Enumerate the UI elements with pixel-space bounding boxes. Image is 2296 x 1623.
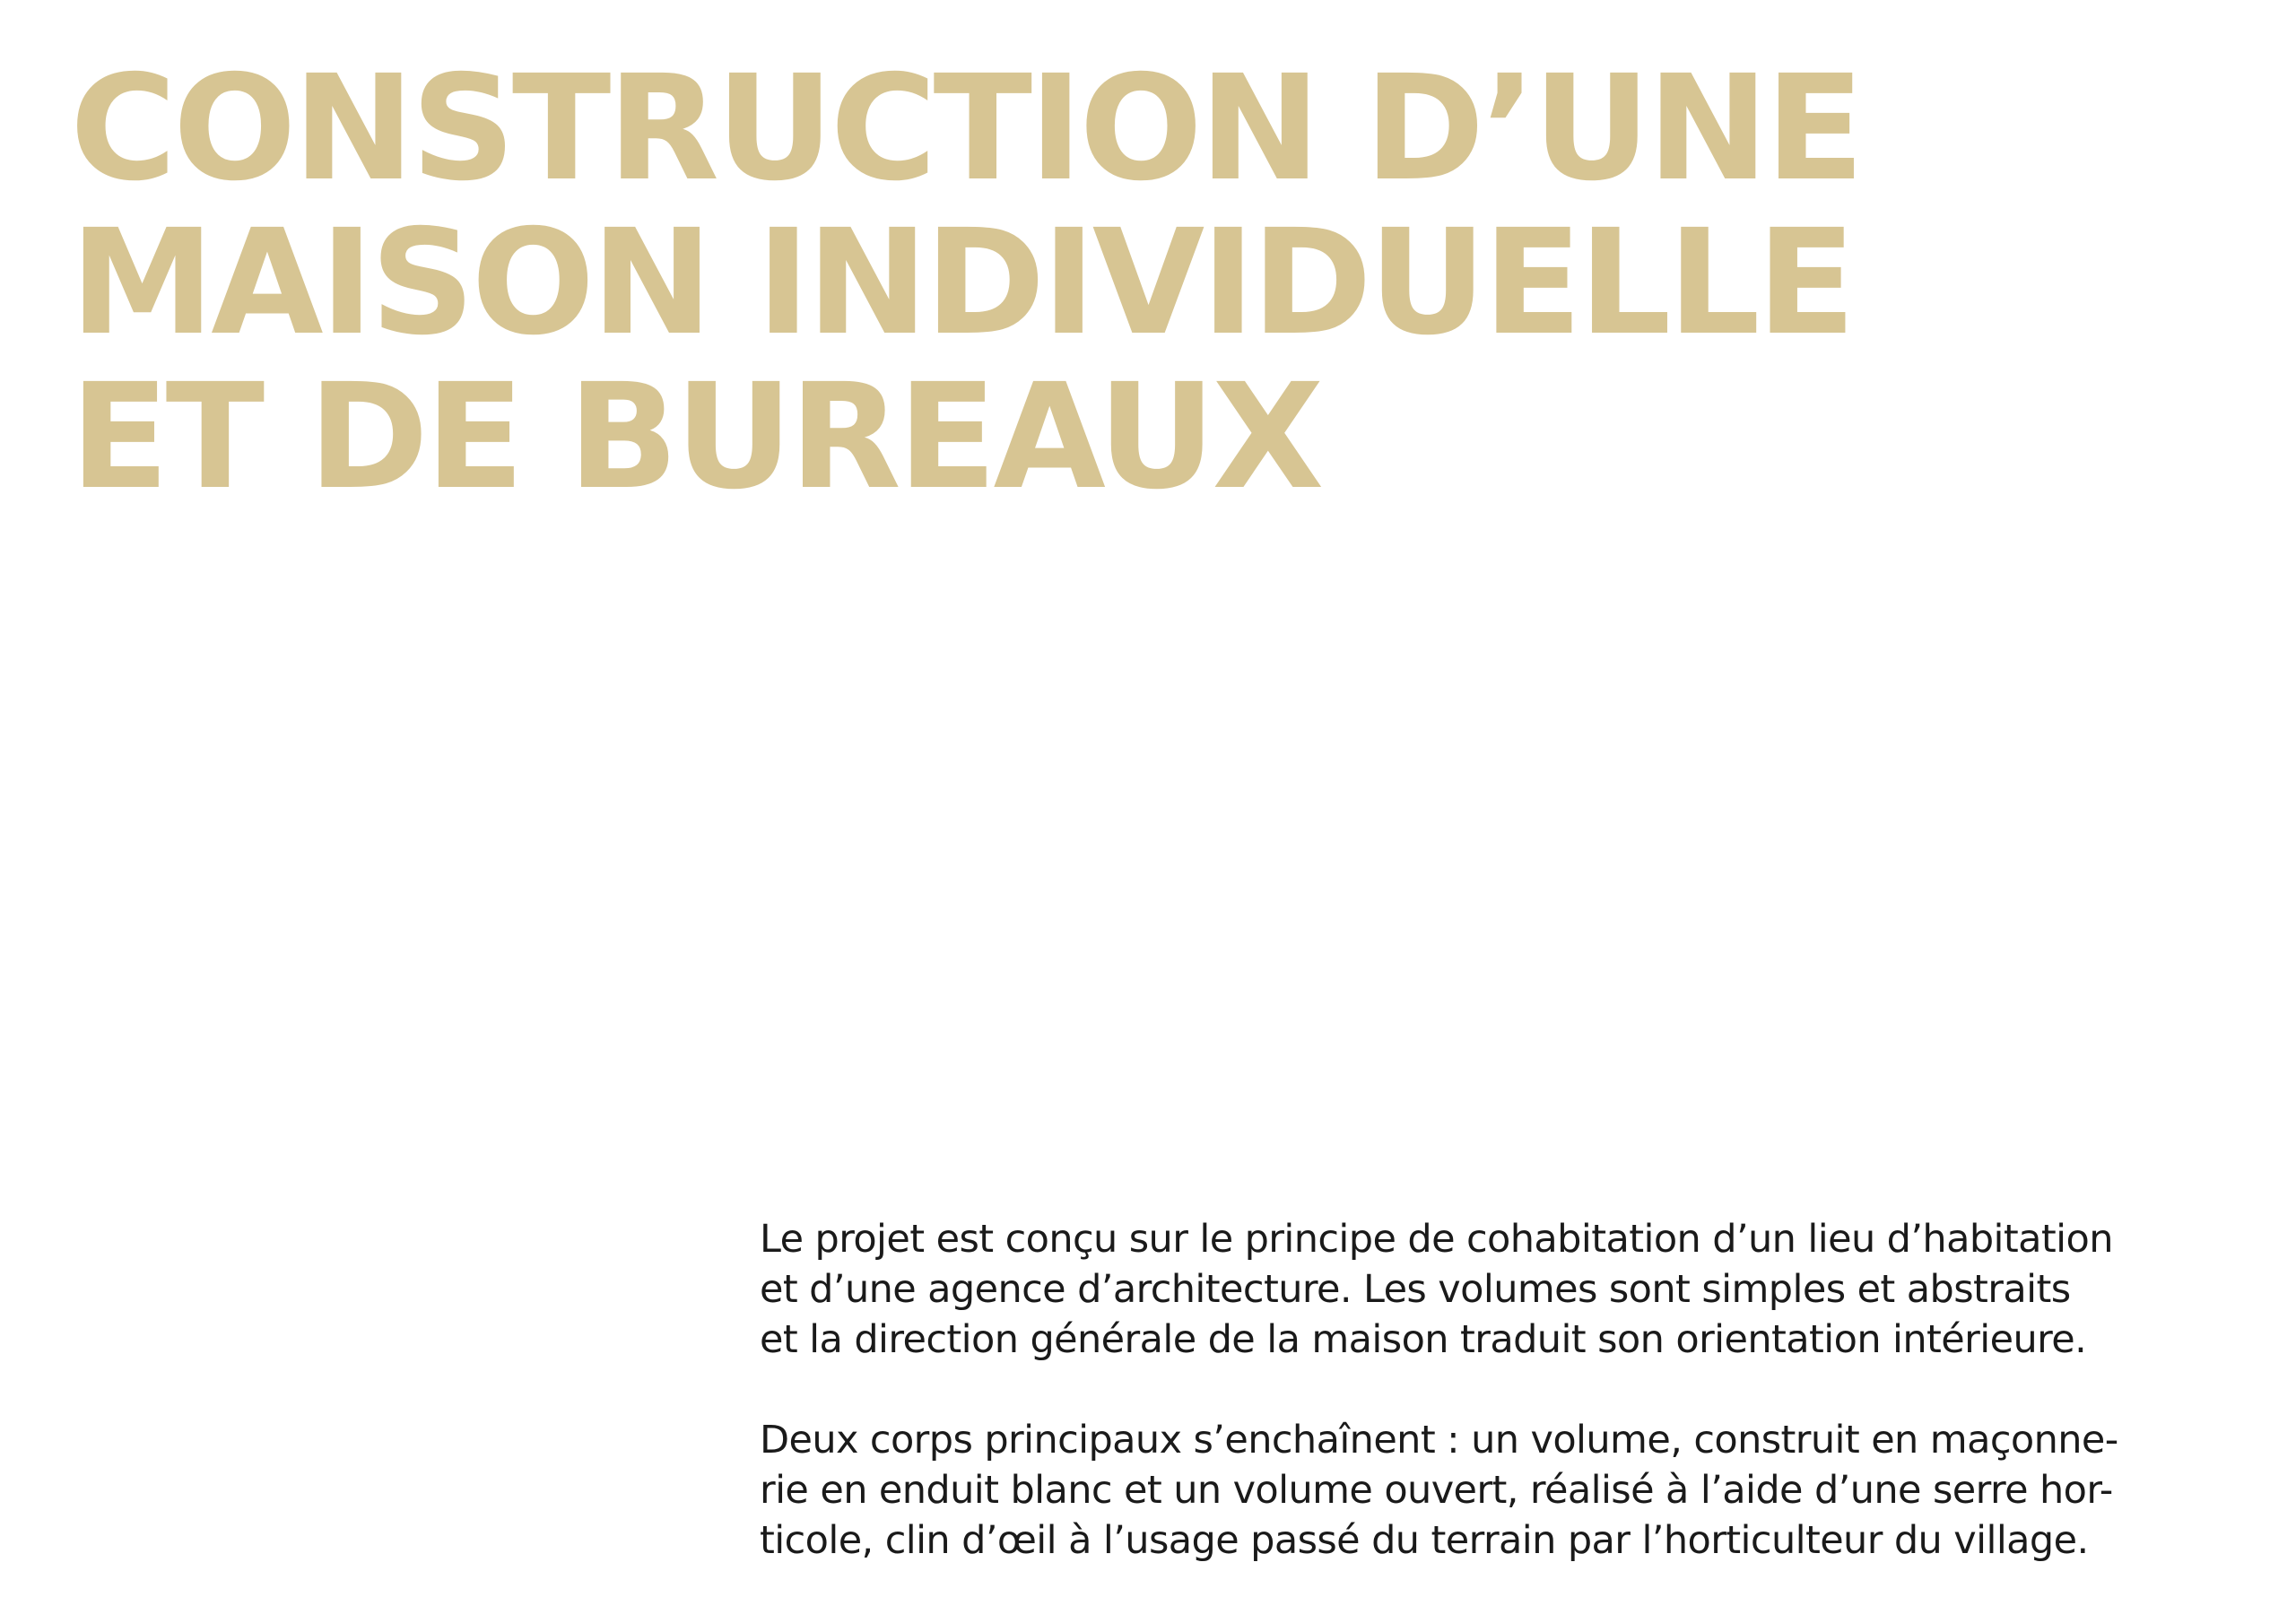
- page-title: [70, 45, 1861, 522]
- text-line: Deux corps principaux s’enchaînent : un volume, construit en maçonne-: [760, 1418, 2118, 1462]
- project-description: [760, 1214, 2266, 1566]
- text-line: et la direction générale de la maison traduit son orientation intérieure.: [760, 1317, 2087, 1362]
- text-line: et d’une agence d’architecture. Les volumes sont simples et abstraits: [760, 1267, 2071, 1312]
- text-line: rie en enduit blanc et un volume ouvert, réalisé à l’aide d’une serre hor-: [760, 1468, 2113, 1513]
- description-paragraph: [760, 1214, 2266, 1365]
- text-line: ticole, clin d’œil à l’usage passé du terrain par l’horticulteur du village.: [760, 1518, 2089, 1563]
- text-line: Le projet est conçu sur le principe de cohabitation d’un lieu d’habitation: [760, 1217, 2113, 1262]
- description-paragraph: [760, 1415, 2266, 1566]
- title-line: ET DE BUREAUX: [70, 353, 1321, 522]
- title-line: MAISON INDIVIDUELLE: [70, 199, 1853, 368]
- title-line: CONSTRUCTION D’UNE: [70, 45, 1861, 213]
